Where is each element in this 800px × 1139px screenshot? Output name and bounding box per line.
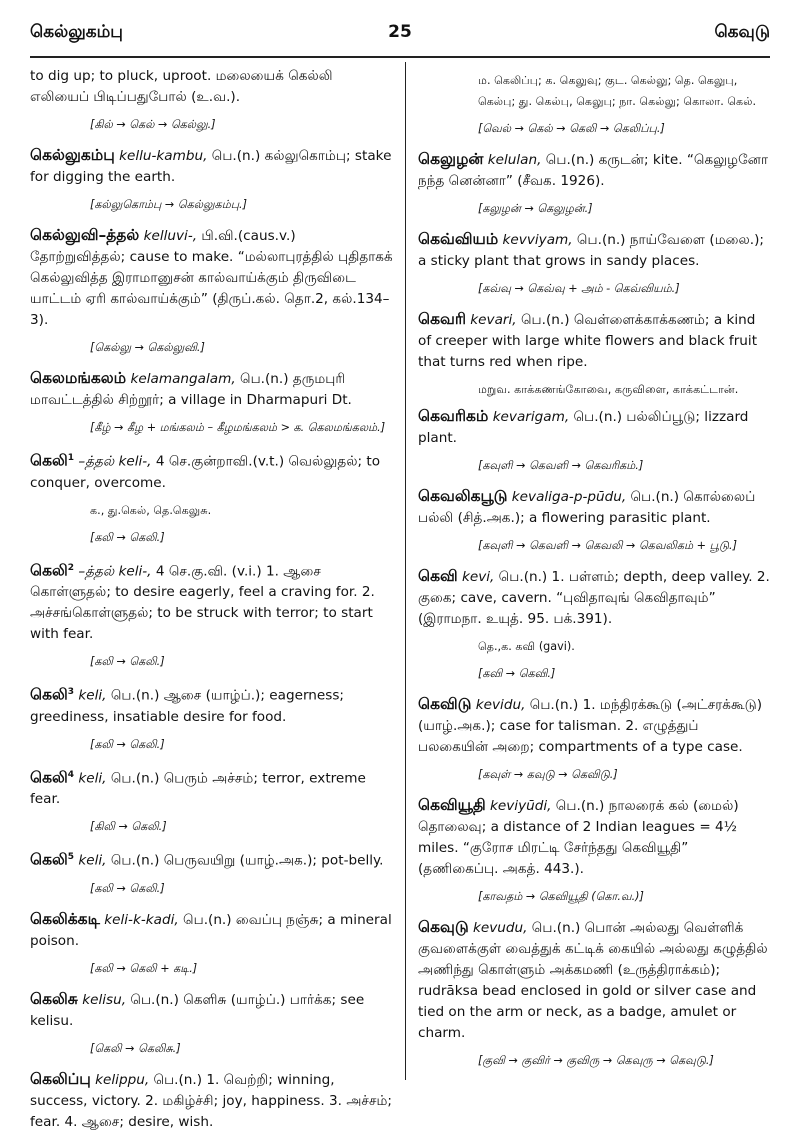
page-number: 25 [388, 22, 412, 42]
transliteration: kevviyam, [502, 232, 573, 248]
etymology: [கலி → கெலி.] [90, 655, 165, 669]
definition: பெ.(n.) வைப்பு நஞ்சு; a mineral poison. [30, 911, 392, 949]
homonym-number: 1 [67, 453, 75, 463]
dictionary-entry [418, 309, 770, 373]
headword: கெலி [30, 451, 68, 470]
headword: கெலிக்கடி [30, 909, 100, 928]
headword: கெல்லுகம்பு [30, 146, 115, 164]
cognates: தெ.,க. கவி (gavi). [478, 640, 575, 653]
etymology: [வெல் → கெல் → கெலி → கெலிப்பு.] [478, 122, 665, 135]
transliteration: keli, [78, 852, 107, 869]
page-header [30, 22, 770, 58]
dictionary-entry [30, 989, 394, 1032]
transliteration: kevudu, [472, 920, 528, 936]
running-head-left: கெல்லுகம்பு [30, 22, 123, 42]
transliteration: kelluvi-, [143, 228, 198, 244]
homonym-number: 5 [67, 852, 75, 863]
right-column [418, 66, 770, 1081]
dictionary-entry [30, 847, 394, 872]
homonym-number: 2 [67, 562, 75, 573]
transliteration: kelisu, [82, 991, 127, 1008]
etymology: [கல்லுகொம்பு → கெல்லுகம்பு.] [90, 198, 247, 211]
dictionary-entry [30, 448, 394, 494]
continued-definition: to dig up; to pluck, uproot. மலையைக் கெல்லி எலியைப் பிடிப்பதுபோல் (உ.வ.). [30, 68, 333, 105]
dictionary-entry [30, 682, 394, 728]
headword: கெலி [30, 850, 68, 869]
transliteration: keli, [78, 687, 107, 704]
transliteration: keviyūdi, [490, 798, 552, 814]
definition: பெ.(n.) 1. மந்திரக்கூடு (அட்சரக்கூடு) (யாழ்.அக.); case for talisman. 2. எழுத்துப் பலகையின் அறை; compartments of a type case. [418, 697, 763, 755]
definition: பெ.(n.) 1. வெற்றி; winning, success, victory. 2. மகிழ்ச்சி; joy, happiness. 3. அச்சம்; fear. 4. ஆசை; desire, wish. [30, 1071, 392, 1130]
etymology: [கெல்லு → கெல்லுவி.] [90, 341, 205, 354]
headword: கெவரி [418, 310, 466, 328]
dictionary-entry [30, 145, 394, 188]
headword: கெவரிகம் [418, 407, 489, 425]
cognates: ம. கெலிப்பு; க. கெலுவு; குட. கெல்லு; தெ. கெலுபு, கெல்பு; து. கெல்பு, கெலுபு; நா. கெல்லு; கொலா. கெல். [478, 74, 757, 108]
dictionary-entry [30, 1069, 394, 1133]
dictionary-entry [418, 406, 770, 449]
transliteration: –த்தல் keli-, [78, 453, 152, 470]
cognates: க., து.கெல், தெ.கெலுசு. [90, 503, 212, 517]
definition: பெ.(n.) வெள்ளைக்காக்கணம்; a kind of creeper with large white flowers and black fruit that turns red when ripe. [418, 312, 758, 370]
etymology: [குவி → குவிர் → குவிரு → கெவுரு → கெவுடு.] [478, 1054, 714, 1067]
headword: கெலிப்பு [30, 1069, 91, 1088]
etymology: [கவுளி → கெவளி → கெவலி → கெவலிகம் + பூடு.] [478, 539, 737, 552]
dictionary-entry [30, 368, 394, 411]
transliteration: kelulan, [487, 152, 542, 168]
headword: கெல்லுவி–த்தல் [30, 226, 140, 244]
definition: 4 செ.குன்றாவி.(v.t.) வெல்லுதல்; to conquer, overcome. [30, 453, 381, 491]
etymology: [கவ்வு → கெவ்வு + அம் - கெவ்வியம்.] [478, 282, 680, 295]
definition: பெ.(n.) கருடன்; kite. “கெலுழனோ நந்த னென்னா” (சீவக. 1926). [418, 152, 769, 189]
definition: பெ.(n.) கொல்லைப் பல்லி (சித்.அக.); a flowering parasitic plant. [418, 489, 756, 526]
dictionary-entry [418, 917, 770, 1044]
definition: பெ.(n.) தருமபுரி மாவட்டத்தில் சிற்றூர்; a village in Dharmapuri Dt. [30, 371, 352, 408]
transliteration: keli, [78, 770, 107, 787]
left-column [30, 66, 394, 1139]
definition: 4 செ.கு.வி. (v.i.) 1. ஆசை கொள்ளுதல்; to desire eagerly, feel a craving for. 2. அச்சங்கொள்ளுதல்; to be struck with terror; to start with fear. [30, 563, 375, 643]
headword: கெவியூதி [418, 796, 486, 814]
definition: பெ.(n.) கெளிசு (யாழ்ப்.) பார்க்க; see kelisu. [30, 991, 365, 1029]
dictionary-entry [418, 566, 770, 630]
headword: கெலி [30, 685, 68, 704]
dictionary-entry [418, 149, 770, 192]
transliteration: kellu-kambu, [119, 148, 208, 164]
dictionary-entry [418, 694, 770, 758]
transliteration: kevaliga-p-pūdu, [511, 489, 627, 505]
etymology: [கில் → கெல் → கெல்லு.] [90, 118, 216, 131]
definition: பெ.(n.) நாலரைக் கல் (மைல்) தொலைவு; a distance of 2 Indian leagues = 4½ miles. “குரோச மிரட்டி சேர்ந்தது கெவியூதி” (தணிகைப்பு. அகத். 443.). [418, 798, 739, 877]
homonym-number: 3 [67, 687, 75, 698]
etymology: [கெலி → கெலிசு.] [90, 1041, 181, 1055]
definition: பி.வி.(caus.v.) தோற்றுவித்தல்; cause to make. “மல்லாபுரத்தில் புதிதாகக் கெல்லுவித்த இராமானுசன் கால்வாய்க்கும் திருவிடை யாட்டம் ஏரி கால்வாய்க்கும்” (திருப்.கல். தொ.2, கல்.134–3). [30, 228, 393, 328]
definition: பெ.(n.) நாய்வேளை (மலை.); a sticky plant that grows in sandy places. [418, 232, 764, 269]
etymology: [கவுள் → கவுடு → கெவிடு.] [478, 768, 618, 781]
transliteration: kevidu, [475, 697, 526, 713]
definition: பெ.(n.) ஆசை (யாழ்ப்.); eagerness; greediness, insatiable desire for food. [30, 687, 345, 725]
transliteration: kelamangalam, [130, 371, 236, 387]
headword: கெவ்வியம் [418, 230, 499, 248]
etymology: [கலி → கெலி + கடி.] [90, 961, 198, 975]
headword: கெவிடு [418, 695, 472, 713]
transliteration: kelippu, [95, 1071, 150, 1088]
transliteration: kevarigam, [492, 409, 570, 425]
definition: பெ.(n.) பெருவயிறு (யாழ்.அக.); pot-belly. [110, 852, 384, 869]
dictionary-entry [418, 486, 770, 529]
definition: பெ.(n.) 1. பள்ளம்; depth, deep valley. 2. குகை; cave, cavern. “புவிதாவுங் கெவிதாவும்” (இராமநா. உயுத். 95. பக்.391). [418, 569, 770, 627]
homonym-number: 4 [67, 769, 75, 780]
etymology: [கலுழன் → கெலுழன்.] [478, 202, 593, 215]
etymology: [கிலி → கெலி.] [90, 820, 167, 834]
etymology: [கலி → கெலி.] [90, 737, 165, 751]
definition: பெ.(n.) பெரும் அச்சம்; terror, extreme fear. [30, 770, 366, 808]
transliteration: –த்தல் keli-, [78, 563, 152, 580]
etymology: [கவுளி → கெவளி → கெவரிகம்.] [478, 459, 644, 472]
dictionary-entry [30, 909, 394, 952]
running-head-right: கெவுடு [714, 22, 770, 42]
headword: கெலி [30, 768, 68, 787]
etymology: [கவி → கெவி.] [478, 667, 556, 680]
etymology: [கலி → கெலி.] [90, 530, 165, 544]
column-divider [405, 62, 406, 1080]
headword: கெலுழன் [418, 150, 484, 168]
headword: கெவலிகபூடு [418, 487, 508, 505]
dictionary-entry [30, 225, 394, 331]
etymology: [காவதம் → கெவியூதி (கொ.வ.)] [478, 890, 644, 903]
dictionary-entry [30, 765, 394, 811]
dictionary-entry [418, 229, 770, 272]
dictionary-entry [418, 795, 770, 880]
transliteration: kevari, [470, 312, 517, 328]
dictionary-entry [30, 558, 394, 646]
headword: கெவுடு [418, 918, 469, 936]
definition: பெ.(n.) கல்லுகொம்பு; stake for digging the earth. [30, 148, 392, 185]
etymology: [கலி → கெலி.] [90, 881, 165, 895]
headword: கெலமங்கலம் [30, 369, 127, 387]
transliteration: keli-k-kadi, [104, 911, 179, 928]
etymology: [கீழ் → கீழ + மங்கலம் – கீழமங்கலம் > க. கெலமங்கலம்.] [90, 421, 386, 434]
cognates: மறுவ. காக்கணங்கோவை, கருவிளை, காக்கட்டான். [478, 383, 739, 396]
headword: கெலி [30, 561, 68, 580]
definition: பெ.(n.) பொன் அல்லது வெள்ளிக் குவளைக்குள் வைத்துக் கட்டிக் கையில் அல்லது கழுத்தில் அணிந்து கொள்ளும் அக்கமணி (உருத்திராக்கம்); rudrāksa bead enclosed in gold or silver case and tied on the arm or neck, as a badge, amulet or charm. [418, 920, 768, 1041]
transliteration: kevi, [461, 569, 495, 585]
headword: கெவி [418, 567, 458, 585]
headword: கெலிசு [30, 989, 78, 1008]
definition: பெ.(n.) பல்லிப்பூடு; lizzard plant. [418, 409, 749, 446]
